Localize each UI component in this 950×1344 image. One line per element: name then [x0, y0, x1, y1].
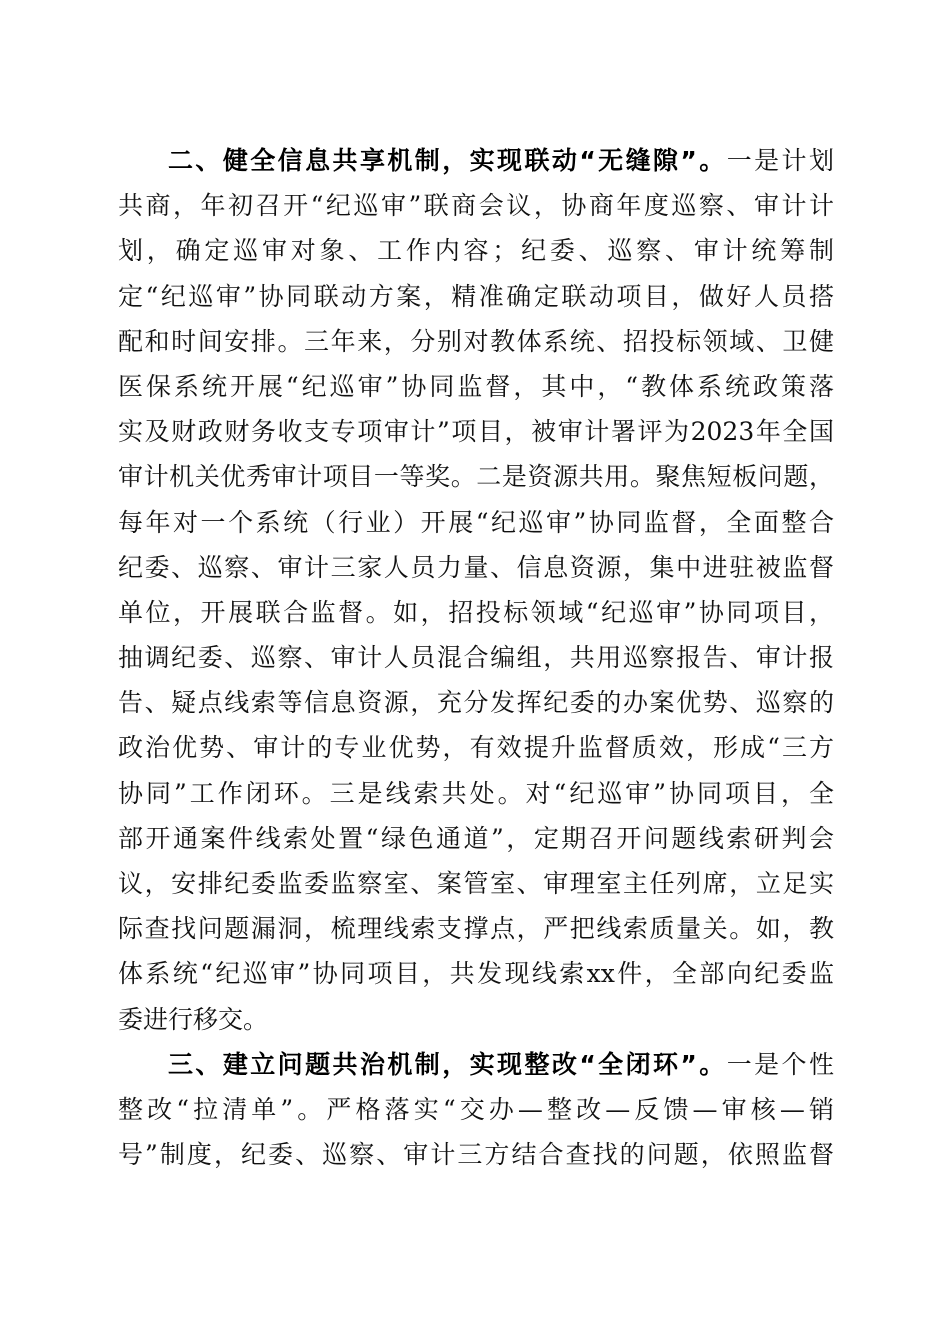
text-line: 共商，年初召开“纪巡审”联商会议，协商年度巡察、审计计 [118, 191, 834, 221]
text-line: 审计机关优秀审计项目一等奖。二是资源共用。聚焦短板问题， [118, 462, 834, 492]
text-line: 部开通案件线索处置“绿色通道”，定期召开问题线索研判会 [118, 823, 834, 853]
text-segment: 一是个性 [726, 1049, 834, 1079]
text-line: 纪委、巡察、审计三家人员力量、信息资源，集中进驻被监督 [118, 552, 834, 582]
section-heading-2: 二、健全信息共享机制，实现联动“无缝隙”。 [168, 146, 727, 175]
text-line: 每年对一个系统（行业）开展“纪巡审”协同监督，全面整合 [118, 507, 834, 537]
text-line: 抽调纪委、巡察、审计人员混合编组，共用巡察报告、审计报 [118, 643, 834, 673]
text-line: 告、疑点线索等信息资源，充分发挥纪委的办案优势、巡察的 [118, 688, 834, 718]
text-line: 委进行移交。 [118, 1004, 269, 1034]
text-line: 协同”工作闭环。三是线索共处。对“纪巡审”协同项目，全 [118, 778, 834, 808]
text-line: 配和时间安排。三年来，分别对教体系统、招投标领域、卫健 [118, 326, 834, 356]
text-line: 号”制度，纪委、巡察、审计三方结合查找的问题，依照监督 [118, 1140, 834, 1170]
document-body [118, 138, 834, 1177]
text-line: 医保系统开展“纪巡审”协同监督，其中，“教体系统政策落 [118, 371, 834, 401]
text-line: 单位，开展联合监督。如，招投标领域“纪巡审”协同项目， [118, 597, 834, 627]
text-line: 际查找问题漏洞，梳理线索支撑点，严把线索质量关。如，教 [118, 914, 834, 944]
text-line: 划，确定巡审对象、工作内容；纪委、巡察、审计统筹制 [118, 236, 834, 266]
text-line: 定“纪巡审”协同联动方案，精准确定联动项目，做好人员搭 [118, 281, 834, 311]
text-segment: 一是计划 [726, 146, 834, 175]
section-heading-3: 三、建立问题共治机制，实现整改“全闭环”。 [168, 1049, 727, 1079]
text-line: 议，安排纪委监委监察室、案管室、审理室主任列席，立足实 [118, 869, 834, 898]
text-line: 政治优势、审计的专业优势，有效提升监督质效，形成“三方 [118, 733, 834, 763]
paragraph-2-first-line [118, 138, 834, 183]
text-line: 体系统“纪巡审”协同项目，共发现线索xx件，全部向纪委监 [118, 959, 834, 989]
paragraph-3-first-line [118, 1042, 834, 1087]
text-line: 整改“拉清单”。严格落实“交办—整改—反馈—审核—销 [118, 1094, 834, 1124]
text-line: 实及财政财务收支专项审计”项目，被审计署评为2023年全国 [118, 417, 834, 447]
